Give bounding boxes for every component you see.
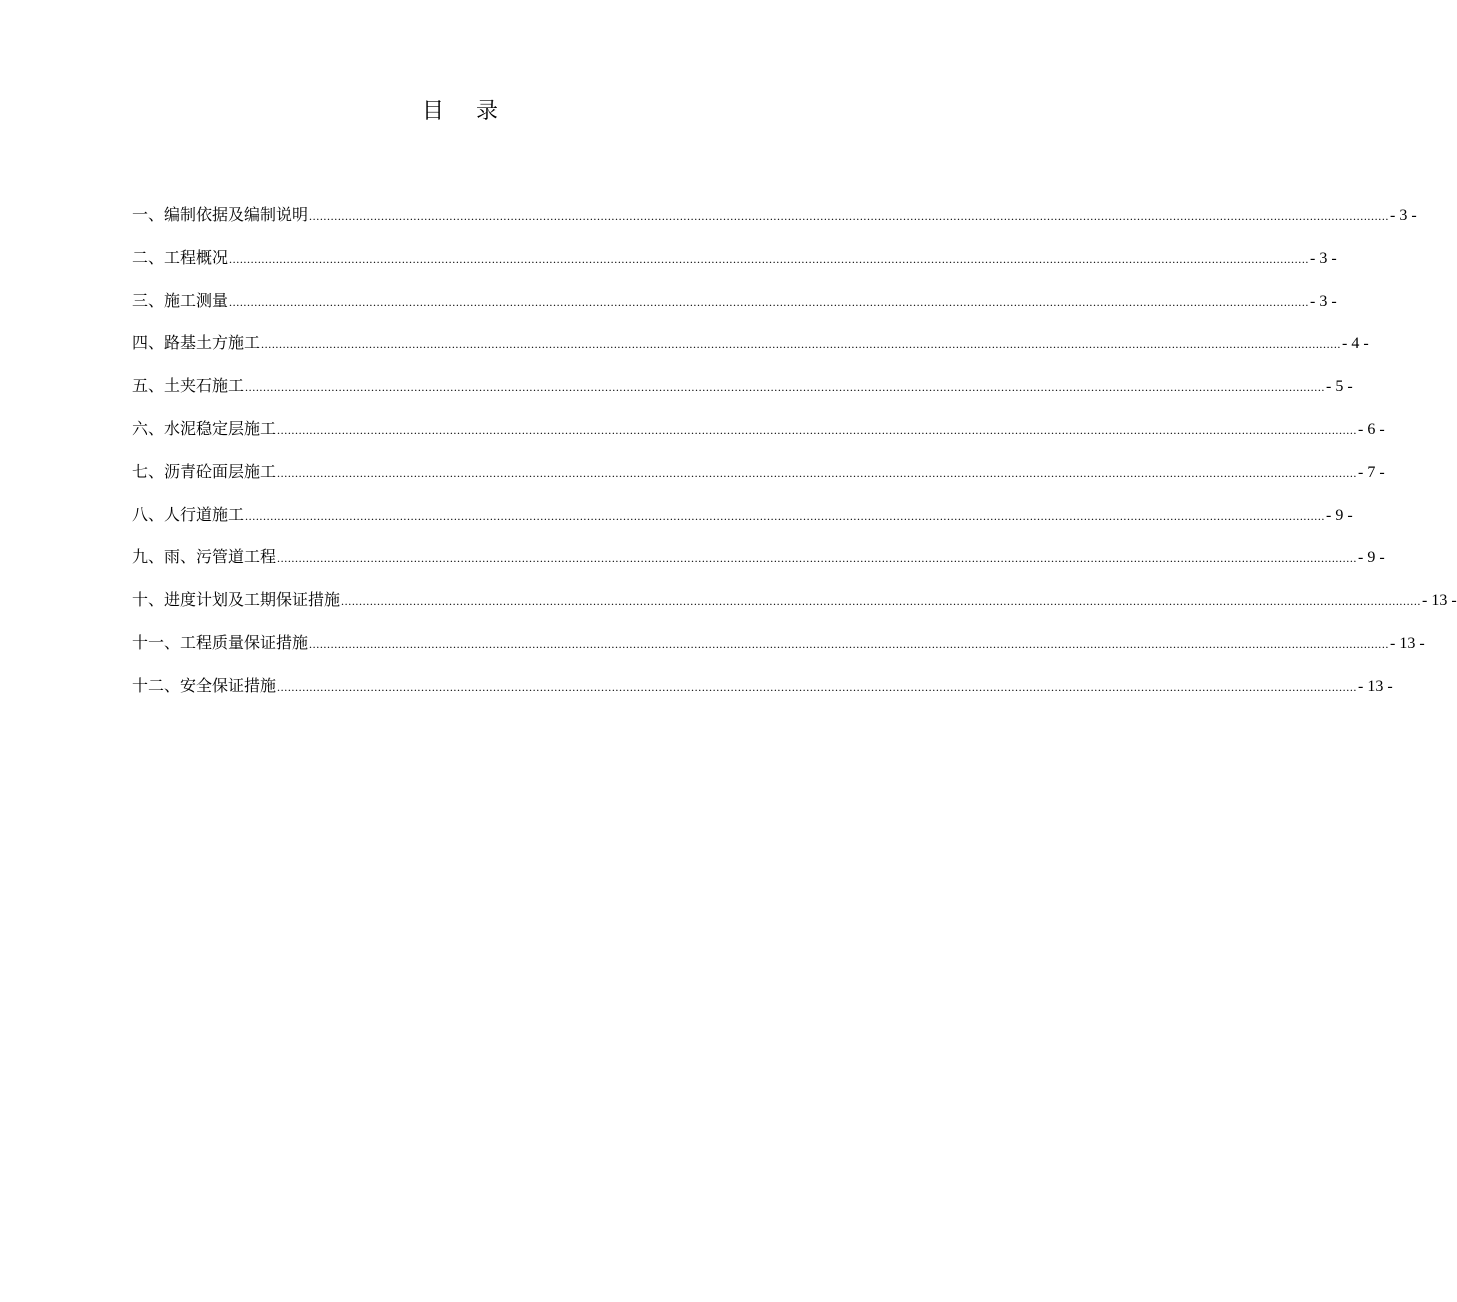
toc-entry[interactable] [132,625,1425,668]
page-title: 目录 [421,99,530,124]
toc-entry-page: - 9 - [1358,549,1385,567]
toc-entry-page: - 3 - [1390,207,1417,224]
toc-entry[interactable] [132,283,1337,326]
toc-entry-page: - 13 - [1358,677,1393,695]
toc-entry[interactable] [132,411,1385,454]
toc-entry-page: - 9 - [1326,506,1353,524]
toc-entry[interactable] [132,368,1353,411]
toc-entry-label: 七、沥青砼面层施工 [132,461,277,481]
toc-entry-page: - 13 - [1422,592,1457,610]
toc-leader-dots: ............................................................................................................................................................................................................................................................................................................ [245,380,1326,395]
toc-entry[interactable] [132,539,1385,582]
toc-entry[interactable] [132,325,1369,368]
toc-entry-label: 九、雨、污管道工程 [132,547,277,567]
toc-entry-page: - 6 - [1358,420,1385,438]
toc-entry-page: - 4 - [1342,335,1369,353]
toc-entry-label: 十一、工程质量保证措施 [132,632,309,652]
toc-entry[interactable] [132,497,1353,540]
toc-entry-label: 十、进度计划及工期保证措施 [132,590,341,610]
toc-entry-page: - 5 - [1326,378,1353,396]
toc-entry-label: 三、施工测量 [132,290,229,310]
toc-entry-page: - 13 - [1390,634,1425,652]
toc-leader-dots: ............................................................................................................................................................................................................................................................................................................ [277,422,1358,437]
toc-entry[interactable] [132,582,1457,625]
toc-entry-label: 十二、安全保证措施 [132,675,277,695]
toc-leader-dots: ............................................................................................................................................................................................................................................................................................................ [277,679,1358,694]
toc-entry-label: 一、编制依据及编制说明 [132,205,309,224]
toc-leader-dots: ............................................................................................................................................................................................................................................................................................................ [277,465,1358,480]
toc-entry[interactable] [132,668,1393,711]
toc-entry-label: 四、路基土方施工 [132,333,261,353]
toc-entry[interactable] [132,240,1337,283]
toc-leader-dots: ............................................................................................................................................................................................................................................................................................................ [341,594,1422,609]
toc-entry-label: 六、水泥稳定层施工 [132,418,277,438]
toc-entry[interactable] [132,454,1385,497]
toc-entry-label: 五、土夹石施工 [132,376,245,396]
table-of-contents [132,197,1457,711]
toc-entry-label: 八、人行道施工 [132,504,245,524]
toc-entry-page: - 7 - [1358,463,1385,481]
toc-leader-dots: ............................................................................................................................................................................................................................................................................................................ [277,551,1358,566]
toc-entry-label: 二、工程概况 [132,247,229,267]
toc-leader-dots: ............................................................................................................................................................................................................................................................................................................ [229,251,1310,266]
toc-leader-dots: ............................................................................................................................................................................................................................................................................................................ [261,337,1342,352]
toc-entry[interactable] [132,197,1417,240]
toc-entry-page: - 3 - [1310,292,1337,310]
toc-leader-dots: ............................................................................................................................................................................................................................................................................................................ [229,294,1310,309]
toc-leader-dots: ............................................................................................................................................................................................................................................................................................................ [245,508,1326,523]
toc-leader-dots: ............................................................................................................................................................................................................................................................................................................ [309,209,1390,223]
toc-leader-dots: ............................................................................................................................................................................................................................................................................................................ [309,636,1390,651]
toc-entry-page: - 3 - [1310,249,1337,267]
